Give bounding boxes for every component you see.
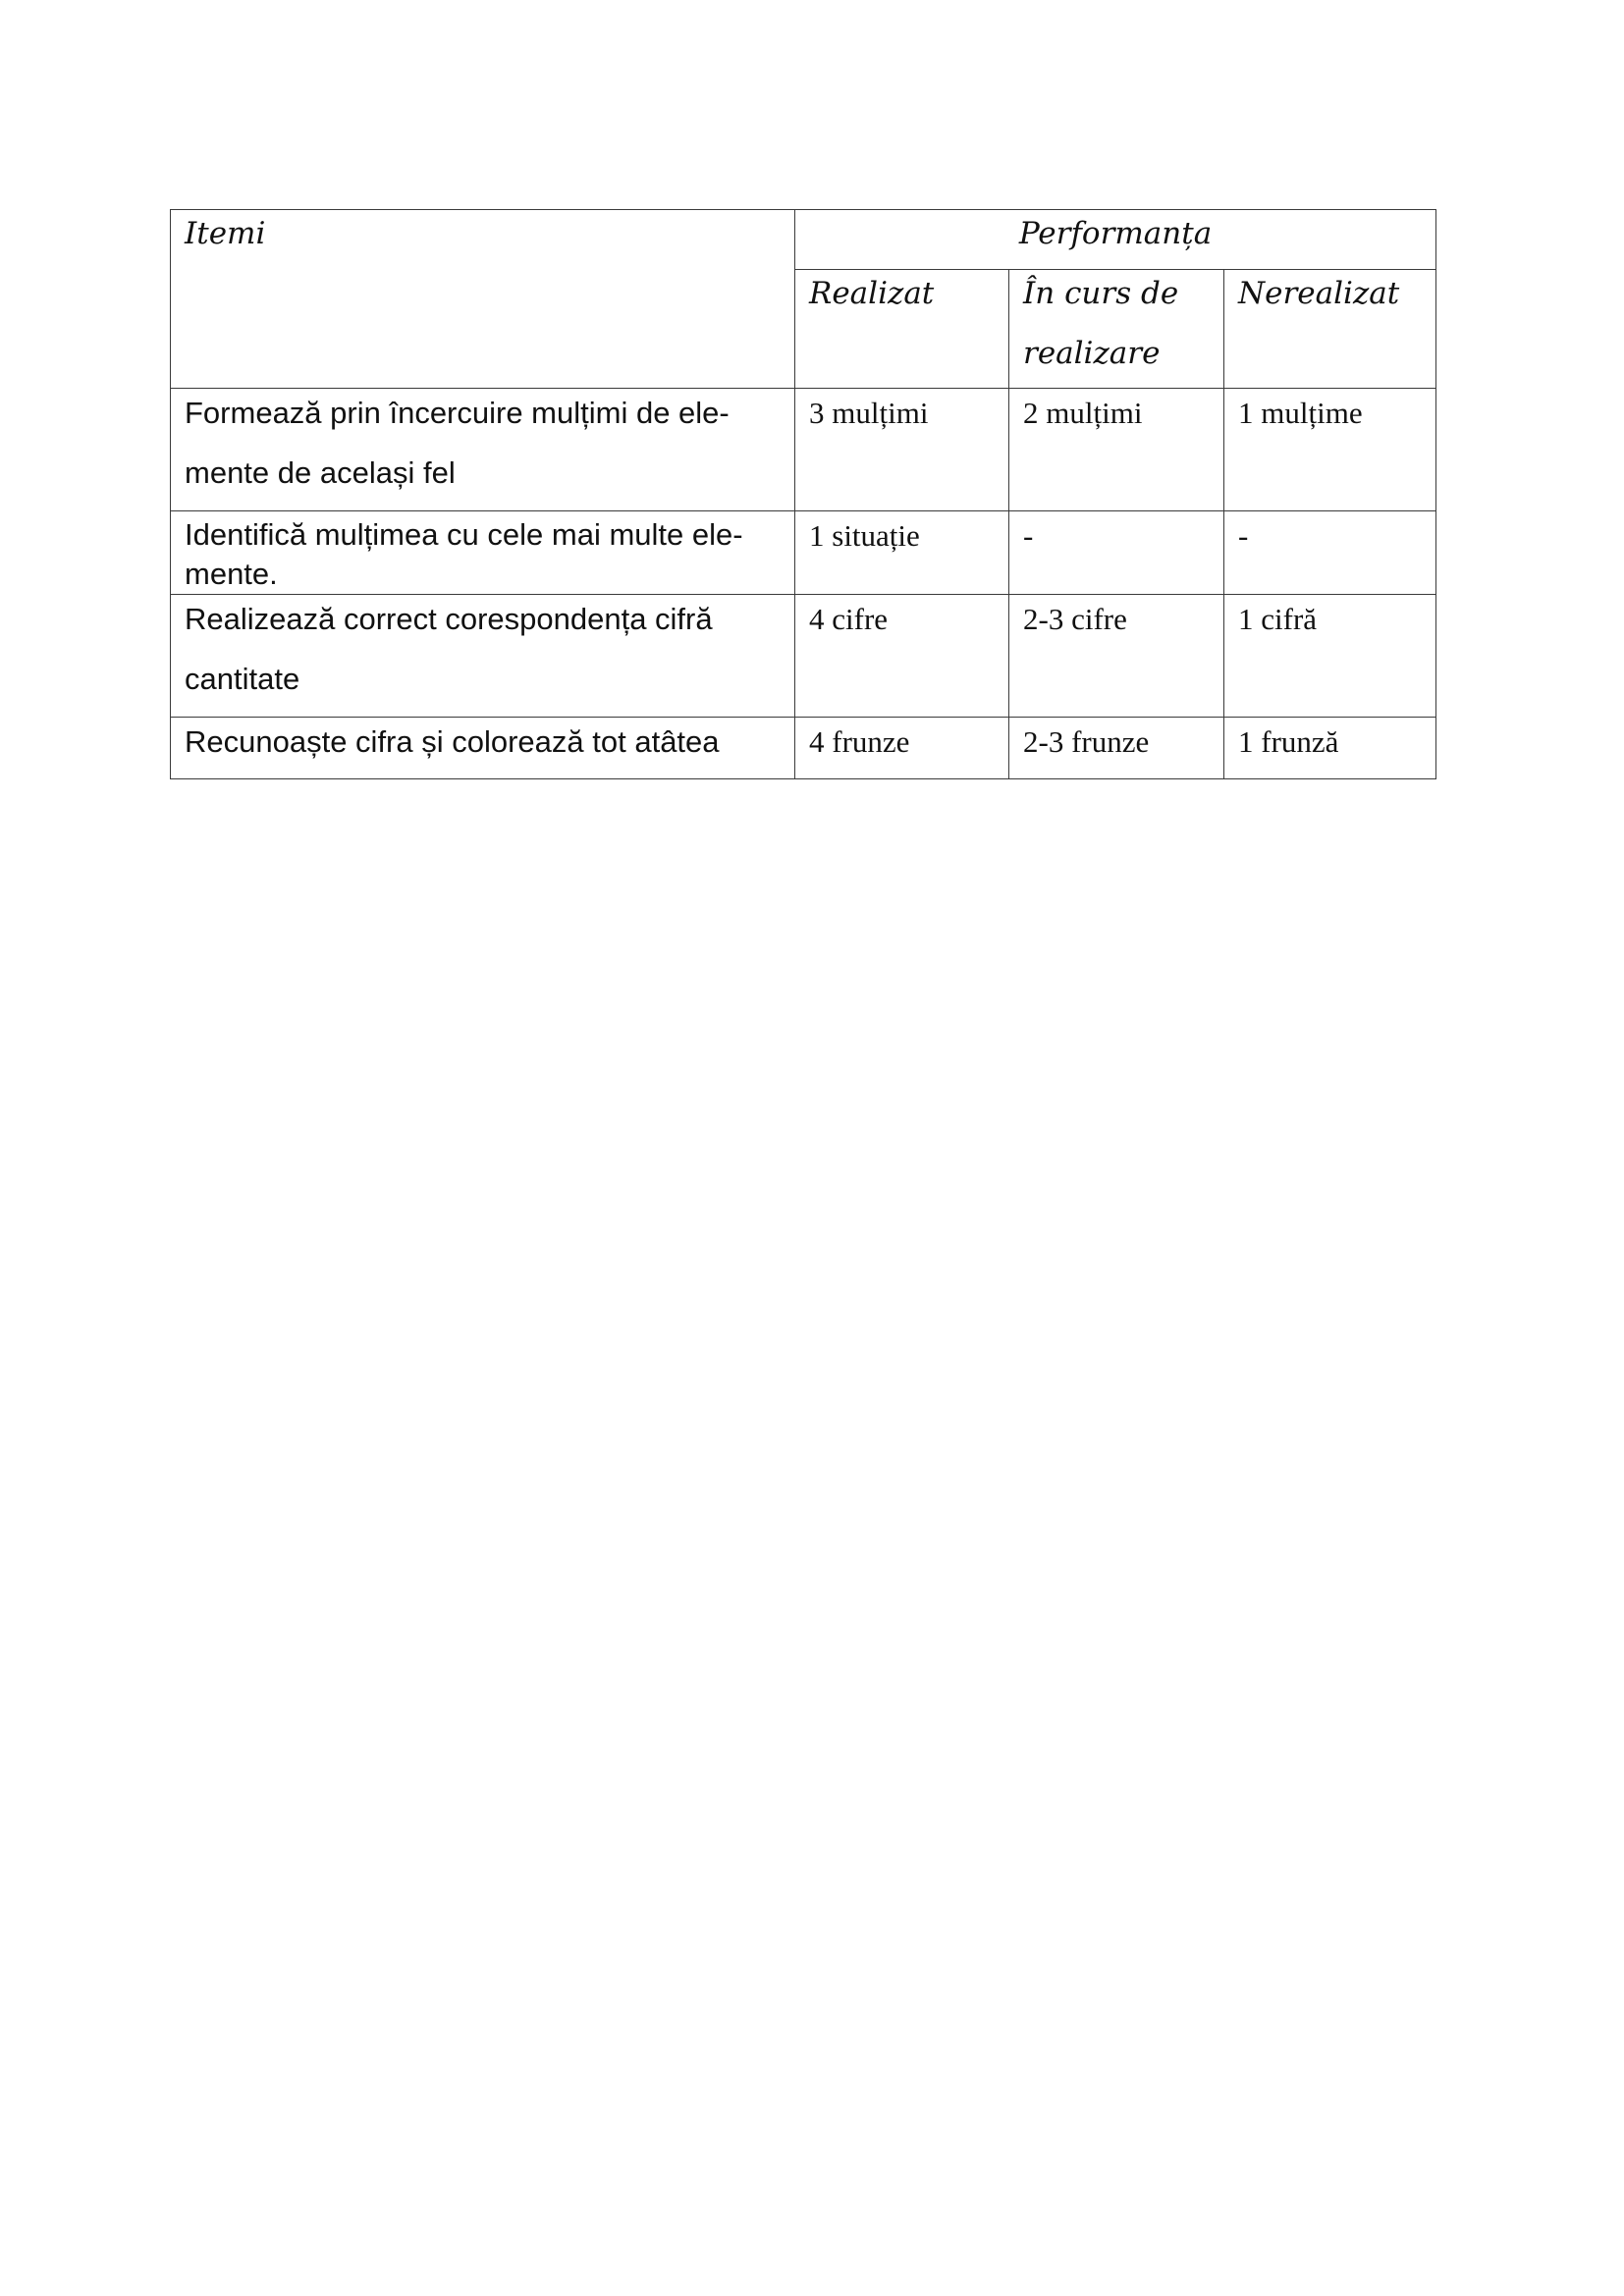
in-curs-cell: 2-3 cifre xyxy=(1009,595,1224,718)
item-line: Formează prin încercuire mulțimi de ele- xyxy=(185,396,730,430)
item-cell xyxy=(171,595,795,718)
realizat-cell: 4 frunze xyxy=(795,718,1009,779)
item-line: mente de același fel xyxy=(185,455,456,490)
table-row xyxy=(171,595,1436,718)
table-row xyxy=(171,511,1436,595)
item-line: Realizează correct corespondența cifră xyxy=(185,602,713,636)
evaluation-rubric-table xyxy=(170,209,1436,779)
level-header-nerealizat: Nerealizat xyxy=(1224,270,1436,389)
item-line: mente. xyxy=(185,557,278,591)
nerealizat-cell: - xyxy=(1224,511,1436,595)
table-row xyxy=(171,718,1436,779)
item-cell xyxy=(171,389,795,511)
table-row xyxy=(171,389,1436,511)
in-curs-cell: 2 mulțimi xyxy=(1009,389,1224,511)
item-line: Recunoaște cifra și colorează tot atâtea xyxy=(185,724,720,759)
header-row-top xyxy=(171,210,1436,270)
realizat-cell: 1 situație xyxy=(795,511,1009,595)
item-line: cantitate xyxy=(185,662,300,696)
nerealizat-cell: 1 mulțime xyxy=(1224,389,1436,511)
nerealizat-cell: 1 frunză xyxy=(1224,718,1436,779)
level-header-realizat: Realizat xyxy=(795,270,1009,389)
performance-header-cell xyxy=(795,210,1436,270)
performance-header: Performanța xyxy=(1018,216,1213,251)
item-cell xyxy=(171,511,795,595)
in-curs-cell: 2-3 frunze xyxy=(1009,718,1224,779)
items-header-cell xyxy=(171,210,795,389)
level-header-in-curs: În curs de realizare xyxy=(1009,270,1224,389)
in-curs-cell: - xyxy=(1009,511,1224,595)
item-cell xyxy=(171,718,795,779)
item-line: Identifică mulțimea cu cele mai multe ele- xyxy=(185,517,743,552)
nerealizat-cell: 1 cifră xyxy=(1224,595,1436,718)
items-header: Itemi xyxy=(185,216,266,251)
realizat-cell: 4 cifre xyxy=(795,595,1009,718)
realizat-cell: 3 mulțimi xyxy=(795,389,1009,511)
